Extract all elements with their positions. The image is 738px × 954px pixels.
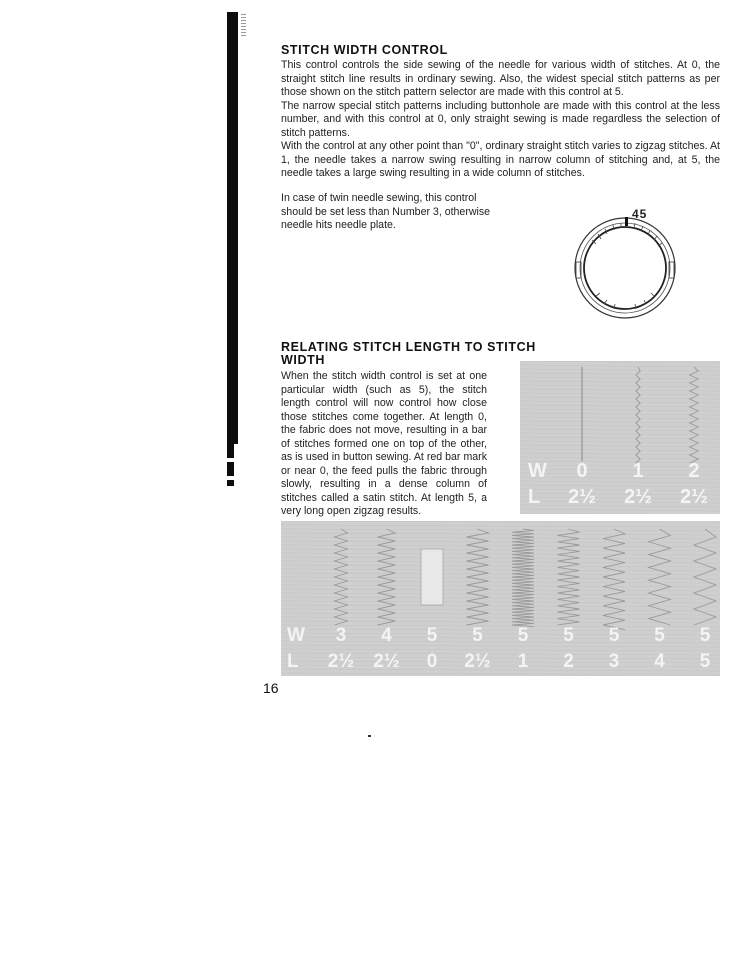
width-value-label: 5	[608, 625, 620, 646]
stitch-sample	[421, 549, 443, 605]
width-value-label: 5	[563, 625, 574, 646]
dial-number-label: 45	[632, 207, 648, 221]
length-value-label: 1	[517, 651, 529, 672]
print-mark	[241, 14, 246, 38]
stitch-sample-photo-bottom	[281, 521, 720, 676]
width-value-label: 3	[335, 625, 347, 646]
width-value-label: 5	[426, 625, 438, 646]
length-value-label: 2	[563, 651, 574, 672]
length-value-label: 4	[654, 651, 665, 672]
length-value-label: 2½	[568, 486, 596, 508]
width-value-label: 2	[688, 460, 700, 482]
width-value-label: 1	[632, 460, 644, 482]
twin-needle-note: In case of twin needle sewing, this control should be set less than Number 3, otherwise needle hits needle plate.	[281, 192, 491, 231]
length-value-label: 2½	[464, 651, 491, 672]
stitch-sample-photo-bottom-graphic	[281, 521, 720, 676]
binding-tick	[227, 480, 234, 486]
width-value-label: 0	[576, 460, 588, 482]
width-value-label: 5	[654, 625, 665, 646]
paragraph: This control controls the side sewing of the needle for various width of stitches. At 0, the straight stitch line results in ordinary sewing. Also, the widest special stitch patterns as per those shown on the stitch pattern selector are made with this control at 5.	[281, 59, 720, 98]
stitch-width-body	[281, 59, 720, 181]
stitch-width-dial-illustration	[572, 206, 678, 324]
length-value-label: 3	[608, 651, 620, 672]
page-number: 16	[263, 680, 279, 696]
dial-graphic	[572, 206, 678, 324]
binding-tick	[227, 442, 234, 458]
width-value-label: 5	[472, 625, 483, 646]
binding-tick	[227, 462, 234, 476]
width-value-label: 4	[381, 625, 392, 646]
length-value-label: 0	[426, 651, 438, 672]
paragraph: With the control at any other point than "0", ordinary straight stitch varies to zigzag stitches. At 1, the needle takes a narrow swing resulting in narrow column of stitching and, at 5, the needle takes a large swing resulting in a wide column of stitches.	[281, 140, 720, 179]
length-value-label: 2½	[680, 486, 708, 508]
length-row-label: L	[287, 651, 299, 672]
length-value-label: 5	[699, 651, 711, 672]
width-row-label: W	[287, 625, 305, 646]
section-title-relating-stitch: RELATING STITCH LENGTH TO STITCH WIDTH	[281, 340, 536, 367]
relating-stitch-body	[281, 370, 487, 519]
binding-bar	[227, 12, 238, 444]
width-value-label: 5	[699, 625, 711, 646]
speck	[368, 735, 371, 737]
length-value-label: 2½	[373, 651, 400, 672]
length-value-label: 2½	[327, 651, 355, 672]
width-value-label: 5	[517, 625, 529, 646]
stitch-sample-photo-top	[520, 361, 720, 514]
section-title-stitch-width: STITCH WIDTH CONTROL	[281, 43, 448, 57]
paragraph: When the stitch width control is set at one particular width (such as 5), the stitch length control will now control how close those stitches come together. At length 0, the fabric does not move, resulting in a bar of stitches formed one on top of the other, as is used in button sewing. At red bar mark or near 0, the feed pulls the fabric through slowly, resulting in a dense column of stitches called a satin stitch. At length 5, a very long open zigzag results.	[281, 370, 487, 517]
paragraph: The narrow special stitch patterns including buttonhole are made with this control at the less number, and with this control at 0, only straight sewing is made regardless the selection of stitch patterns.	[281, 99, 720, 139]
width-row-label: W	[528, 460, 547, 482]
length-value-label: 2½	[624, 486, 652, 508]
stitch-sample-photo-top-graphic	[520, 361, 720, 514]
length-row-label: L	[528, 486, 541, 508]
